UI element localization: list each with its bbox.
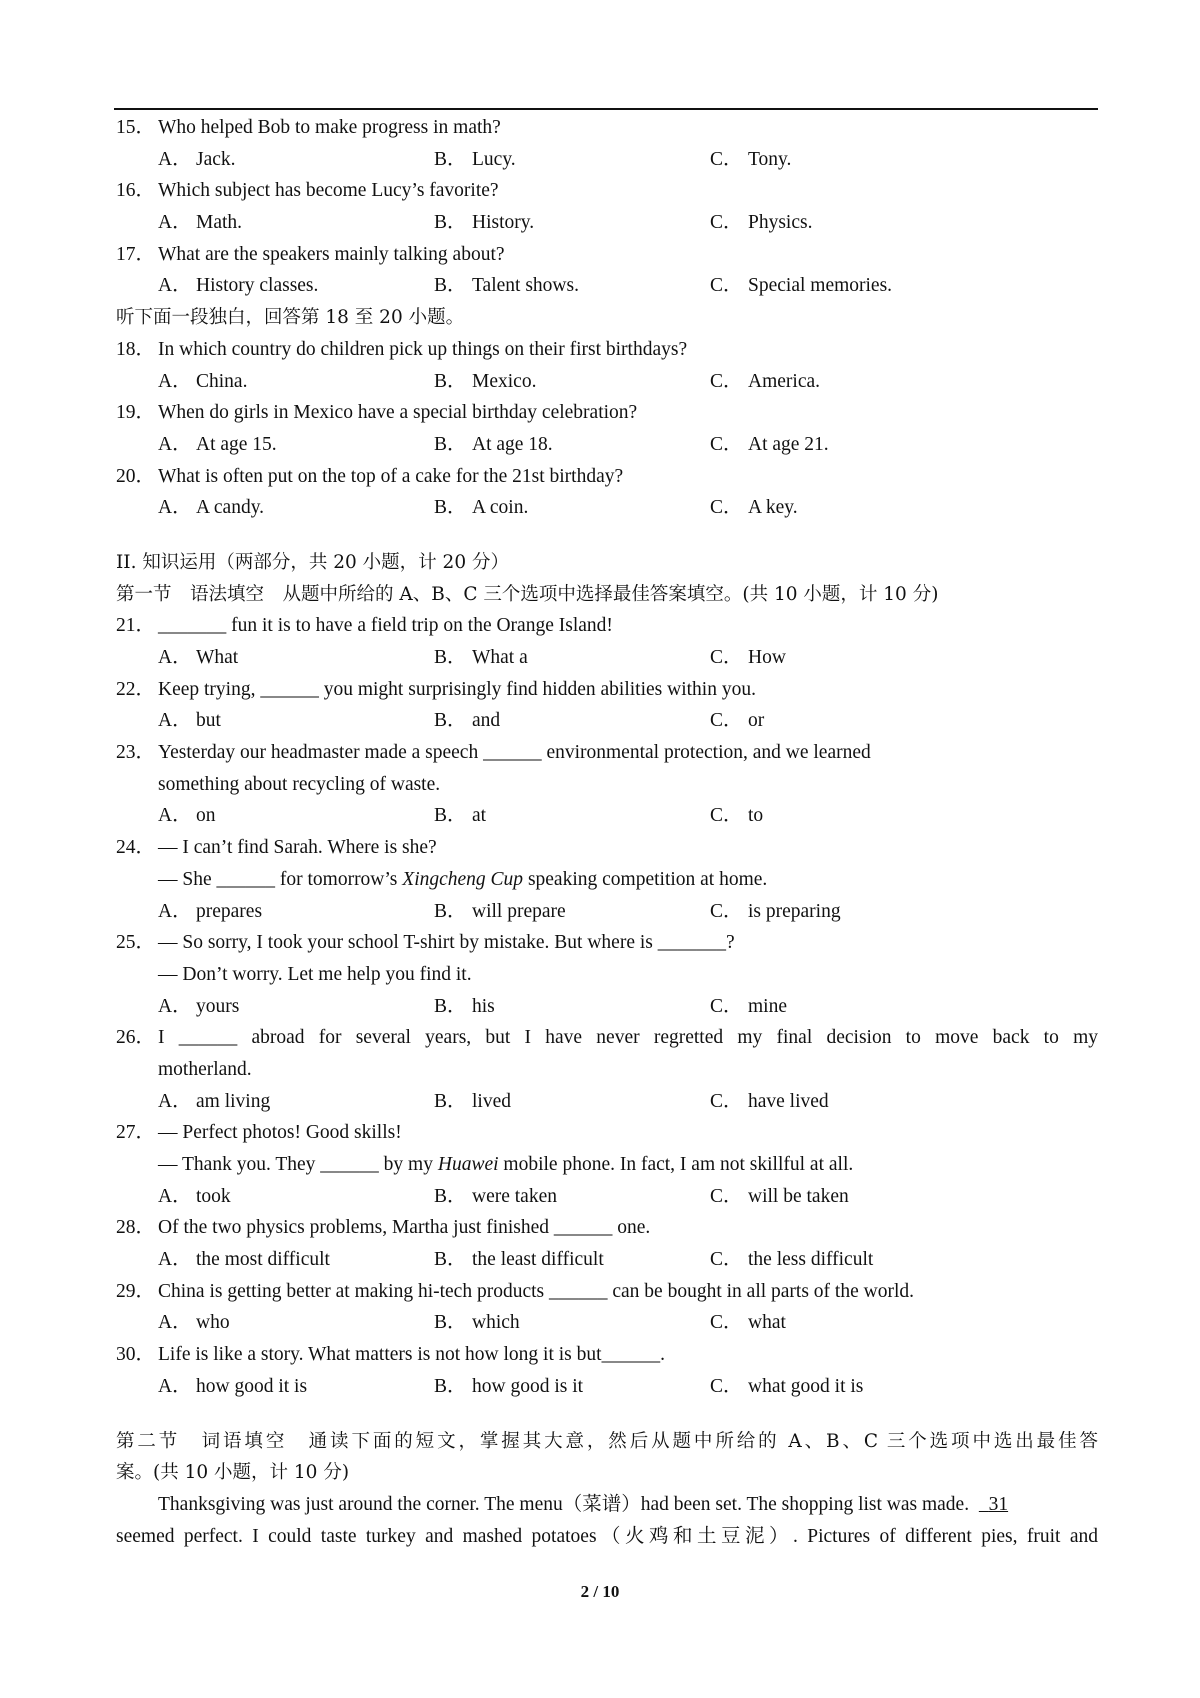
option-c: C． At age 21.: [710, 433, 829, 455]
part2-heading-cont: 案。(共 10 小题，计 10 分): [116, 1462, 350, 1484]
option-a: A． What: [158, 647, 239, 668]
question-stem: What are the speakers mainly talking about?: [158, 243, 505, 265]
question-18: [116, 334, 1098, 366]
option-a: A． yours: [158, 995, 240, 1017]
option-c: C． or: [710, 710, 765, 732]
question-stem: _______ fun it is to have a field trip on the Orange Island!: [158, 615, 613, 637]
option-c: C． what: [710, 1312, 786, 1334]
options-18: [116, 366, 1098, 398]
options-19: [116, 429, 1098, 461]
question-25: [116, 927, 1098, 959]
option-b: B． A coin.: [434, 497, 529, 519]
monologue-instruction: 听下面一段独白，回答第 18 至 20 小题。: [116, 307, 465, 329]
option-a: A． At age 15.: [158, 433, 277, 455]
question-stem: When do girls in Mexico have a special birthday celebration?: [158, 402, 638, 424]
option-c: C． Physics.: [710, 212, 813, 234]
option-a: A． prepares: [158, 900, 263, 922]
dialogue-line: — She ______ for tomorrow’s Xingcheng Cup speaking competition at home.: [158, 868, 768, 890]
question-20: [116, 461, 1098, 493]
option-b: B． were taken: [434, 1185, 557, 1207]
blank-31: 31: [988, 1493, 1009, 1515]
question-number: 23．: [116, 742, 156, 764]
option-b: B． how good is it: [434, 1375, 584, 1397]
option-a: A． the most difficult: [158, 1249, 330, 1271]
option-b: B． Talent shows.: [434, 275, 579, 297]
question-26-cont: [116, 1054, 1098, 1086]
question-21: [116, 610, 1098, 642]
part2-heading: 第二节 词语填空 通读下面的短文，掌握其大意，然后从题中所给的 A、B、C 三个选项中选出最佳答: [116, 1430, 1098, 1452]
options-23: [116, 800, 1098, 832]
question-28: [116, 1212, 1098, 1244]
option-a: A． A candy.: [158, 497, 265, 519]
option-a: A． on: [158, 805, 216, 827]
options-29: [116, 1307, 1098, 1339]
option-b: B． will prepare: [434, 900, 566, 922]
option-c: C． to: [710, 805, 764, 827]
question-stem: Who helped Bob to make progress in math?: [158, 117, 501, 138]
section-heading: II. 知识运用（两部分，共 20 小题，计 20 分）: [116, 551, 509, 573]
question-29: [116, 1276, 1098, 1308]
question-number: 28．: [116, 1217, 156, 1239]
header-rule: [114, 108, 1098, 110]
option-b: B． At age 18.: [434, 433, 553, 455]
question-stem: Which subject has become Lucy’s favorite?: [158, 180, 499, 202]
options-17: [116, 270, 1098, 302]
options-25: [116, 991, 1098, 1023]
question-number: 22．: [116, 678, 156, 700]
option-b: B． and: [434, 710, 501, 732]
option-c: C． what good it is: [710, 1375, 864, 1397]
question-stem: I ______ abroad for several years, but I have never regretted my final decision to move back to my: [158, 1027, 1098, 1049]
question-stem-cont: motherland.: [158, 1058, 252, 1080]
question-stem: In which country do children pick up things on their first birthdays?: [158, 338, 688, 360]
option-b: B． lived: [434, 1090, 511, 1112]
option-c: C． mine: [710, 995, 787, 1017]
dialogue-line: — So sorry, I took your school T-shirt by mistake. But where is _______?: [158, 932, 735, 954]
question-number: 19．: [116, 402, 156, 424]
question-stem: Life is like a story. What matters is not how long it is but______.: [158, 1344, 665, 1366]
option-a: A． Math.: [158, 212, 243, 234]
option-c: C． Tony.: [710, 148, 792, 170]
passage-line: seemed perfect. I could taste turkey and mashed potatoes（火鸡和土豆泥）. Pictures of different pies, fruit and: [116, 1525, 1098, 1547]
question-26: [116, 1022, 1098, 1054]
question-stem: Keep trying, ______ you might surprisingly find hidden abilities within you.: [158, 678, 756, 700]
option-a: A． China.: [158, 370, 248, 392]
question-number: 26．: [116, 1027, 156, 1049]
question-24: [116, 832, 1098, 864]
question-17: [116, 239, 1098, 271]
question-27: [116, 1117, 1098, 1149]
question-number: 29．: [116, 1280, 156, 1302]
question-number: 18．: [116, 338, 156, 360]
question-19: [116, 397, 1098, 429]
options-21: [116, 642, 1098, 674]
question-24-line2: [116, 864, 1098, 896]
part1-heading: 第一节 语法填空 从题中所给的 A、B、C 三个选项中选择最佳答案填空。(共 10 小题，计 10 分): [116, 583, 939, 605]
option-c: C． will be taken: [710, 1185, 849, 1207]
question-27-line2: [116, 1149, 1098, 1181]
option-c: C． is preparing: [710, 900, 841, 922]
dialogue-line: — Perfect photos! Good skills!: [158, 1122, 402, 1144]
exam-content: [116, 112, 1098, 1552]
option-a: A． took: [158, 1185, 231, 1207]
options-24: [116, 896, 1098, 928]
question-25-line2: [116, 959, 1098, 991]
options-15: [116, 144, 1098, 176]
question-number: 27．: [116, 1122, 156, 1144]
option-c: C． America.: [710, 370, 821, 392]
option-a: A． who: [158, 1312, 230, 1334]
question-number: 30．: [116, 1344, 156, 1366]
option-a: A． but: [158, 710, 221, 732]
question-number: 21．: [116, 615, 156, 637]
option-b: B． his: [434, 995, 495, 1017]
options-26: [116, 1086, 1098, 1118]
question-23: [116, 737, 1098, 769]
option-c: C． Special memories.: [710, 275, 893, 297]
question-30: [116, 1339, 1098, 1371]
question-number: 16．: [116, 180, 156, 202]
passage-line: Thanksgiving was just around the corner. The menu（菜谱）had been set. The shopping list was made. 31: [158, 1493, 1009, 1515]
question-number: 17．: [116, 243, 156, 265]
option-a: A． Jack.: [158, 148, 236, 170]
option-b: B． Lucy.: [434, 148, 516, 170]
options-28: [116, 1244, 1098, 1276]
option-b: B． What a: [434, 647, 528, 668]
options-27: [116, 1181, 1098, 1213]
option-a: A． how good it is: [158, 1375, 308, 1397]
option-c: C． have lived: [710, 1090, 829, 1112]
dialogue-line: — Don’t worry. Let me help you find it.: [158, 963, 472, 985]
options-22: [116, 705, 1098, 737]
option-b: B． the least difficult: [434, 1249, 604, 1271]
question-number: 25．: [116, 932, 156, 954]
options-20: [116, 492, 1098, 524]
question-16: [116, 175, 1098, 207]
question-stem: Of the two physics problems, Martha just finished ______ one.: [158, 1217, 651, 1239]
option-c: C． the less difficult: [710, 1249, 874, 1271]
question-stem: Yesterday our headmaster made a speech ______ environmental protection, and we learned: [158, 742, 871, 764]
question-number: 24．: [116, 837, 156, 859]
question-number: 20．: [116, 465, 156, 487]
option-b: B． Mexico.: [434, 370, 537, 392]
option-c: C． How: [710, 647, 786, 668]
question-stem-cont: something about recycling of waste.: [158, 773, 441, 795]
page-number: 2 / 10: [580, 1582, 620, 1601]
question-15: [116, 112, 1098, 144]
question-22: [116, 674, 1098, 706]
option-b: B． History.: [434, 212, 535, 234]
question-stem: What is often put on the top of a cake for the 21st birthday?: [158, 465, 624, 487]
option-b: B． which: [434, 1312, 520, 1334]
dialogue-line: — Thank you. They ______ by my Huawei mobile phone. In fact, I am not skillful at all.: [158, 1154, 854, 1175]
question-stem: China is getting better at making hi-tech products ______ can be bought in all parts of the world.: [158, 1280, 914, 1302]
question-23-cont: [116, 769, 1098, 801]
option-b: B． at: [434, 805, 487, 827]
dialogue-line: — I can’t find Sarah. Where is she?: [158, 837, 437, 859]
question-number: 15．: [116, 117, 156, 138]
option-a: A． am living: [158, 1090, 271, 1112]
option-c: C． A key.: [710, 497, 798, 519]
option-a: A． History classes.: [158, 275, 319, 297]
options-30: [116, 1371, 1098, 1403]
options-16: [116, 207, 1098, 239]
